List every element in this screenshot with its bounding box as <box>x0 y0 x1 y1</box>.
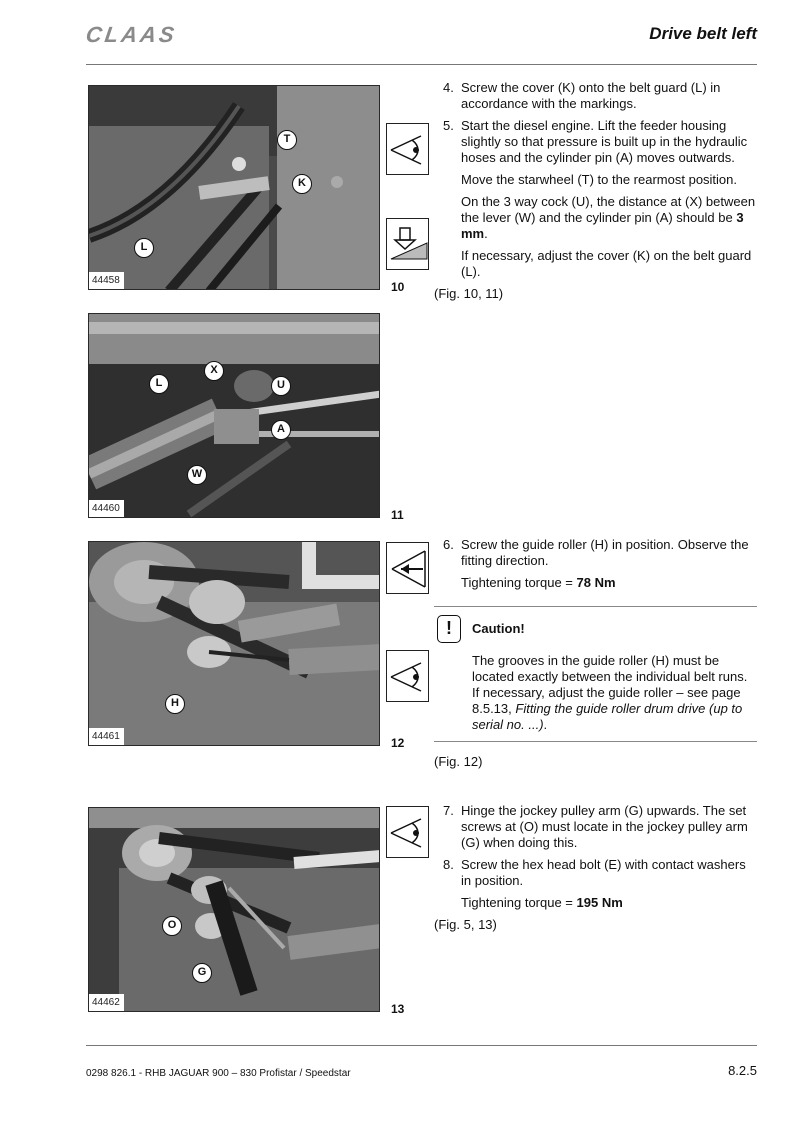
figure-reference: (Fig. 10, 11) <box>434 286 504 301</box>
page-number: 8.2.5 <box>728 1063 757 1078</box>
figure-number: 10 <box>391 280 405 294</box>
photo-id: 44458 <box>89 272 124 289</box>
sub-step-adjust-cover: If necessary, adjust the cover (K) on the belt guard (L). <box>461 248 752 279</box>
claas-logo: CLAAS <box>84 22 179 47</box>
callout-L: L <box>149 374 169 394</box>
inspect-eye-icon <box>386 123 429 175</box>
document-reference: 0298 826.1 - RHB JAGUAR 900 – 830 Profistar / Speedstar <box>86 1068 351 1079</box>
instructions-section-3 <box>434 803 758 933</box>
callout-A: A <box>271 420 291 440</box>
tension-arrow-icon <box>386 542 429 594</box>
sub-step-starwheel: Move the starwheel (T) to the rearmost position. <box>461 172 738 187</box>
sub-step-distance: On the 3 way cock (U), the distance at (X) between the lever (W) and the cylinder pin (A) should be 3 mm. <box>461 194 756 241</box>
figure-reference: (Fig. 5, 13) <box>434 917 497 932</box>
instructions-section-1 <box>434 80 758 302</box>
callout-O: O <box>162 916 182 936</box>
figure-number: 12 <box>391 736 405 750</box>
torque-spec: Tightening torque = 78 Nm <box>461 575 616 590</box>
caution-text: The grooves in the guide roller (H) must be located exactly between the individual belt runs. If necessary, adjust the guide roller – see page 8.5.13, Fitting the guide roller drum drive (up to serial no. ...). <box>472 653 748 732</box>
photo-id: 44461 <box>89 728 124 745</box>
callout-L: L <box>134 238 154 258</box>
header-rule <box>86 64 757 65</box>
exclamation-icon: ! <box>437 615 461 643</box>
footer-rule <box>86 1045 757 1046</box>
inspect-eye-icon <box>386 806 429 858</box>
figure-reference-12: (Fig. 12) <box>434 754 483 769</box>
callout-W: W <box>187 465 207 485</box>
callout-G: G <box>192 963 212 983</box>
figure-12-photo <box>88 541 380 746</box>
step-8: 8. Screw the hex head bolt (E) with contact washers in position. <box>443 857 746 888</box>
caution-title: Caution! <box>472 621 525 636</box>
page-title: Drive belt left <box>649 24 757 43</box>
callout-K: K <box>292 174 312 194</box>
step-4: 4. Screw the cover (K) onto the belt guard (L) in accordance with the markings. <box>443 80 721 111</box>
instructions-section-2 <box>434 537 758 597</box>
figure-10-photo <box>88 85 380 290</box>
figure-13-photo <box>88 807 380 1012</box>
step-6: 6. Screw the guide roller (H) in position. Observe the fitting direction. <box>443 537 749 568</box>
figure-number: 13 <box>391 1002 405 1016</box>
callout-X: X <box>204 361 224 381</box>
callout-U: U <box>271 376 291 396</box>
caution-box <box>434 606 757 742</box>
callout-T: T <box>277 130 297 150</box>
measure-gap-icon <box>386 218 429 270</box>
photo-id: 44460 <box>89 500 124 517</box>
step-7: 7. Hinge the jockey pulley arm (G) upwards. The set screws at (O) must locate in the jockey pulley arm (G) when doing this. <box>443 803 748 850</box>
figure-number: 11 <box>391 508 404 522</box>
torque-spec: Tightening torque = 195 Nm <box>461 895 623 910</box>
photo-id: 44462 <box>89 994 124 1011</box>
figure-11-photo <box>88 313 380 518</box>
inspect-eye-icon <box>386 650 429 702</box>
step-5: 5. Start the diesel engine. Lift the feeder housing slightly so that pressure is built up in the hydraulic hoses and the cylinder pin (A) moves outwards. <box>443 118 748 165</box>
callout-H: H <box>165 694 185 714</box>
